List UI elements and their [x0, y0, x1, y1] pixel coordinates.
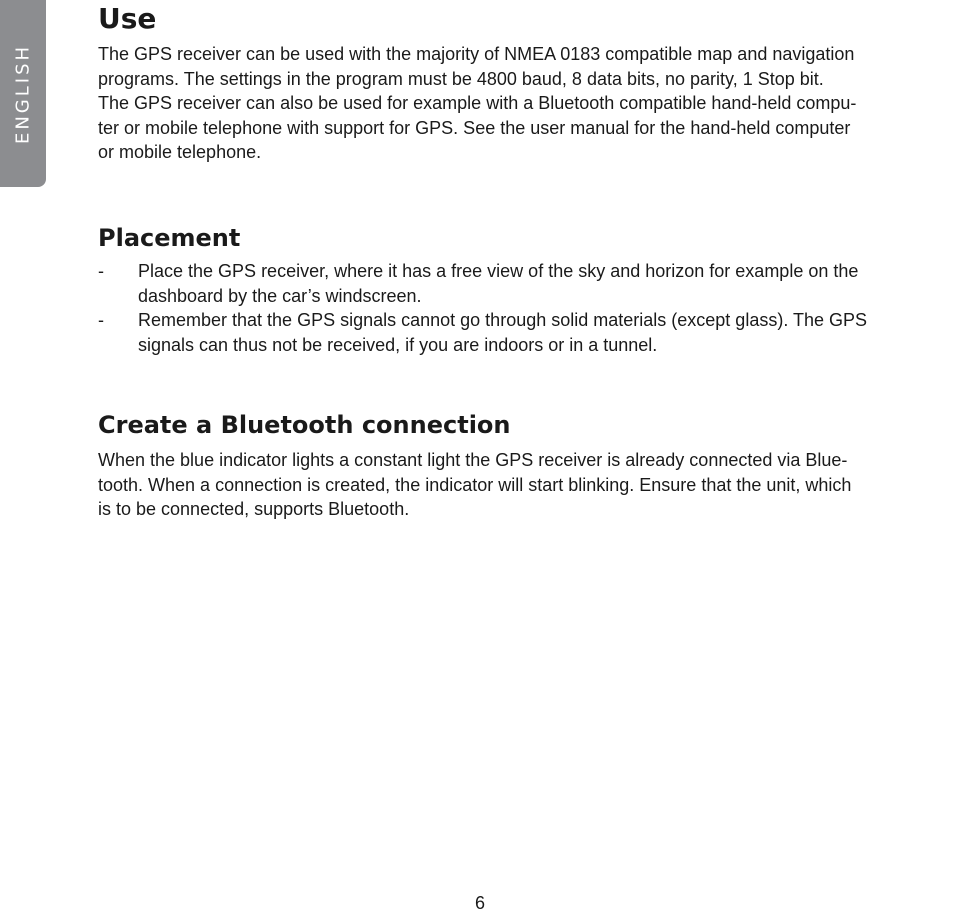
- list-item: [98, 259, 960, 308]
- bullet-dash: -: [98, 261, 104, 281]
- paragraph-line: The GPS receiver can also be used for example with a Bluetooth compatible hand-held compu-: [98, 93, 857, 113]
- list-item-line: Place the GPS receiver, where it has a free view of the sky and horizon for example on the: [138, 261, 859, 281]
- list-item: [98, 308, 960, 357]
- paragraph-line: The GPS receiver can be used with the majority of NMEA 0183 compatible map and navigation: [98, 44, 855, 64]
- list-item-line: dashboard by the car’s windscreen.: [138, 285, 422, 306]
- paragraph-line: When the blue indicator lights a constant light the GPS receiver is already connected via Blue-: [98, 450, 848, 470]
- paragraph-line: ter or mobile telephone with support for GPS. See the user manual for the hand-held computer: [98, 117, 851, 138]
- list-item-line: signals can thus not be received, if you are indoors or in a tunnel.: [138, 334, 658, 355]
- paragraph-line: is to be connected, supports Bluetooth.: [98, 499, 410, 519]
- paragraph-line: or mobile telephone.: [98, 142, 262, 162]
- language-tab: [0, 0, 46, 187]
- paragraph-line: programs. The settings in the program must be 4800 baud, 8 data bits, no parity, 1 Stop bit.: [98, 68, 824, 89]
- placement-list: [98, 259, 960, 357]
- paragraph-use: [98, 42, 856, 165]
- list-item-line: Remember that the GPS signals cannot go through solid materials (except glass). The GPS: [138, 310, 868, 330]
- bullet-dash: -: [98, 310, 104, 330]
- language-tab-label: ENGLISH: [12, 43, 34, 144]
- paragraph-line: tooth. When a connection is created, the indicator will start blinking. Ensure that the unit, which: [98, 474, 852, 495]
- heading-placement: Placement: [98, 224, 241, 252]
- heading-use: Use: [98, 2, 157, 35]
- paragraph-bluetooth: [98, 448, 851, 522]
- page-number: 6: [474, 893, 485, 913]
- heading-bluetooth: Create a Bluetooth connection: [98, 411, 511, 439]
